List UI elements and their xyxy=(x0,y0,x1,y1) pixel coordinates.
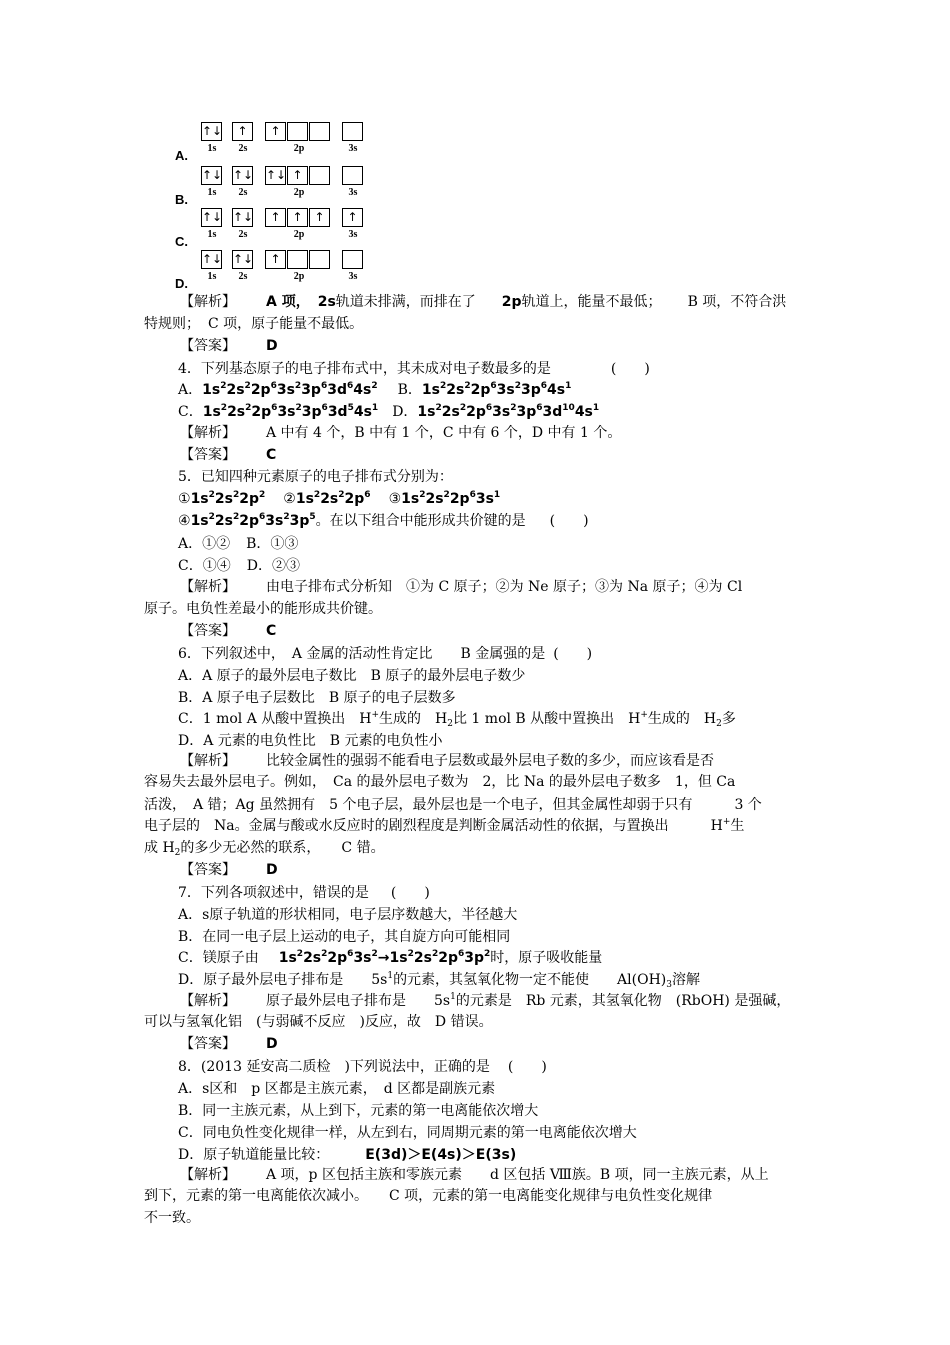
orbital-label: 3s xyxy=(348,187,358,198)
q7-option-c: C．镁原子由 $1s^22s^22p^63s^2\to 1s^22s^22p^63p^2$时，原子吸收能量 xyxy=(178,949,603,966)
q6-analysis-line-2: 容易失去最外层电子。例如， Ca 的最外层电子数为 2，比 Na 的最外层电子数多 1，但 Ca xyxy=(144,774,736,790)
q6-analysis-line-4: 电子层的 Na。金属与酸或水反应时的剧烈程度是判断金属活动性的依据，与置换出 H+生 xyxy=(144,817,745,834)
orbital-box xyxy=(309,166,330,185)
q8-option-c: C．同电负性变化规律一样，从左到右，同周期元素的第一电离能依次增大 xyxy=(178,1125,637,1141)
orbital-box: ↑ xyxy=(265,122,286,141)
q6-analysis-line-5: 成 $H_2$的多少无必然的联系， C 错。 xyxy=(144,840,385,858)
orbital-box: ↑ xyxy=(342,208,363,227)
orbital-box xyxy=(287,122,308,141)
q7-option-d: D．原子最外层电子排布是 $5s^1$的元素，其氢氧化物一定不能使 $Al(OH)_3$溶解 xyxy=(178,971,700,990)
q7-answer: 【答案】 D xyxy=(180,1036,278,1052)
orbital-label: 1s xyxy=(207,143,217,154)
q5-analysis-line-2: 原子。电负性差最小的能形成共价键。 xyxy=(144,601,382,617)
q8-analysis-line-3: 不一致。 xyxy=(144,1210,200,1226)
q5-analysis-line-1: 【解析】 由电子排布式分析知 ①为 C 原子；②为 Ne 原子；③为 Na 原子；④为 Cl xyxy=(180,579,743,595)
orbital-label: 2p xyxy=(293,229,305,240)
q8-option-d: D．原子轨道能量比较： E(3d)＞E(4s)＞E(3s) xyxy=(178,1147,517,1163)
orbital-label: 1s xyxy=(207,187,217,198)
q8-option-b: B．同一主族元素，从上到下，元素的第一电离能依次增大 xyxy=(178,1103,539,1119)
orbital-label: 2s xyxy=(238,271,248,282)
orbital-box: ↑↓ xyxy=(232,250,253,269)
q6-option-d: D．A 元素的电负性比 B 元素的电负性小 xyxy=(178,733,443,749)
q8-analysis-line-1: 【解析】 A 项，p 区包括主族和零族元素 d 区包括 Ⅷ族。B 项，同一主族元素，从上 xyxy=(180,1167,769,1183)
q7-analysis-line-2: 可以与氢氧化铝 (与弱碱不反应 )反应，故 D 错误。 xyxy=(144,1014,493,1030)
orbital-label: 2s xyxy=(238,143,248,154)
q3-answer: 【答案】 D xyxy=(180,338,278,354)
q3-analysis-line-2: 特规则； C 项，原子能量不最低。 xyxy=(144,316,364,332)
q3-analysis-line-1: 【解析】 A 项， 2s轨道未排满，而排在了 2p轨道上，能量不最低； B 项，不符合洪 xyxy=(180,294,787,310)
q7-analysis-line-1: 【解析】 原子最外层电子排布是 $5s^1$的元素是 Rb 元素，其氢氧化物 (RbOH) 是强碱， xyxy=(180,992,791,1009)
orbital-box: ↑ xyxy=(287,208,308,227)
orbital-option-row xyxy=(175,208,375,248)
q8-analysis-line-2: 到下，元素的第一电离能依次减小。 C 项，元素的第一电离能变化规律与电负性变化规律 xyxy=(144,1188,713,1204)
orbital-label: 3s xyxy=(348,229,358,240)
orbital-box: ↑ xyxy=(309,208,330,227)
q5-stem: 5．已知四种元素原子的电子排布式分别为： xyxy=(178,469,453,485)
orbital-option-row xyxy=(175,166,375,206)
orbital-box: ↑↓ xyxy=(201,250,222,269)
q4-options-ab: A．$1s^22s^22p^63s^23p^63d^64s^2$ B．$1s^22s^22p^63s^23p^64s^1$ xyxy=(178,381,572,398)
option-letter: A. xyxy=(175,148,188,163)
q6-answer: 【答案】 D xyxy=(180,862,278,878)
orbital-box: ↑ xyxy=(287,166,308,185)
orbital-box: ↑↓ xyxy=(232,166,253,185)
q4-analysis: 【解析】 A 中有 4 个，B 中有 1 个，C 中有 6 个，D 中有 1 个。 xyxy=(180,425,622,441)
q7-option-b: B．在同一电子层上运动的电子，其自旋方向可能相同 xyxy=(178,929,511,945)
q5-configs-1-3: $①1s^22s^22p^2$ $②1s^22s^22p^6$ $③1s^22s^22p^63s^1$ xyxy=(178,490,501,507)
q6-stem: 6．下列叙述中， A 金属的活动性肯定比 B 金属强的是 ( ) xyxy=(178,646,593,662)
orbital-box: ↑↓ xyxy=(201,166,222,185)
q5-options-cd: C．①④ D．②③ xyxy=(178,558,300,574)
q7-option-a: A．s原子轨道的形状相同，电子层序数越大，半径越大 xyxy=(178,907,518,923)
q4-options-cd: C．$1s^22s^22p^63s^23p^63d^54s^1$ D．$1s^22s^22p^63s^23p^63d^{10}4s^1$ xyxy=(178,403,600,420)
q6-analysis-line-3: 活泼， A 错；Ag 虽然拥有 5 个电子层，最外层也是一个电子，但其金属性却弱于只有 3 个 xyxy=(144,797,762,813)
orbital-box xyxy=(342,122,363,141)
q5-config-4: $④1s^22s^22p^63s^23p^5$。在以下组合中能形成共价键的是 ( ) xyxy=(178,512,589,529)
option-letter: B. xyxy=(175,192,188,207)
orbital-box: ↑↓ xyxy=(232,208,253,227)
orbital-label: 2s xyxy=(238,187,248,198)
orbital-box xyxy=(309,122,330,141)
option-letter: D. xyxy=(175,276,188,291)
orbital-box: ↑ xyxy=(265,250,286,269)
q7-stem: 7．下列各项叙述中，错误的是 ( ) xyxy=(178,885,430,901)
q5-answer: 【答案】 C xyxy=(180,623,277,639)
q4-stem: 4．下列基态原子的电子排布式中，其未成对电子数最多的是 ( ) xyxy=(178,361,650,377)
orbital-label: 2p xyxy=(293,187,305,198)
q5-options-ab: A．①② B．①③ xyxy=(178,536,299,552)
orbital-label: 1s xyxy=(207,271,217,282)
orbital-box: ↑↓ xyxy=(201,208,222,227)
orbital-label: 2p xyxy=(293,271,305,282)
orbital-label: 2s xyxy=(238,229,248,240)
q6-option-c: C．1 mol A 从酸中置换出 H+生成的 $H_2$比 1 mol B 从酸中置换出 H+生成的 $H_2$多 xyxy=(178,710,736,729)
q8-option-a: A．s区和 p 区都是主族元素， d 区都是副族元素 xyxy=(178,1081,496,1097)
orbital-option-row xyxy=(175,122,375,162)
q8-stem: 8．(2013 延安高二质检 )下列说法中，正确的是 ( ) xyxy=(178,1059,547,1075)
orbital-box: ↑ xyxy=(232,122,253,141)
orbital-box: ↑ xyxy=(265,208,286,227)
orbital-label: 2p xyxy=(293,143,305,154)
q4-answer: 【答案】 C xyxy=(180,447,277,463)
orbital-box xyxy=(287,250,308,269)
orbital-option-row xyxy=(175,250,375,290)
orbital-label: 3s xyxy=(348,271,358,282)
orbital-label: 3s xyxy=(348,143,358,154)
orbital-label: 1s xyxy=(207,229,217,240)
orbital-box xyxy=(342,166,363,185)
orbital-box: ↑↓ xyxy=(201,122,222,141)
option-letter: C. xyxy=(175,234,188,249)
orbital-box: ↑↓ xyxy=(265,166,286,185)
orbital-box xyxy=(309,250,330,269)
orbital-box xyxy=(342,250,363,269)
q6-option-b: B．A 原子电子层数比 B 原子的电子层数多 xyxy=(178,690,456,706)
q6-analysis-line-1: 【解析】 比较金属性的强弱不能看电子层数或最外层电子数的多少，而应该看是否 xyxy=(180,753,714,769)
q6-option-a: A．A 原子的最外层电子数比 B 原子的最外层电子数少 xyxy=(178,668,526,684)
